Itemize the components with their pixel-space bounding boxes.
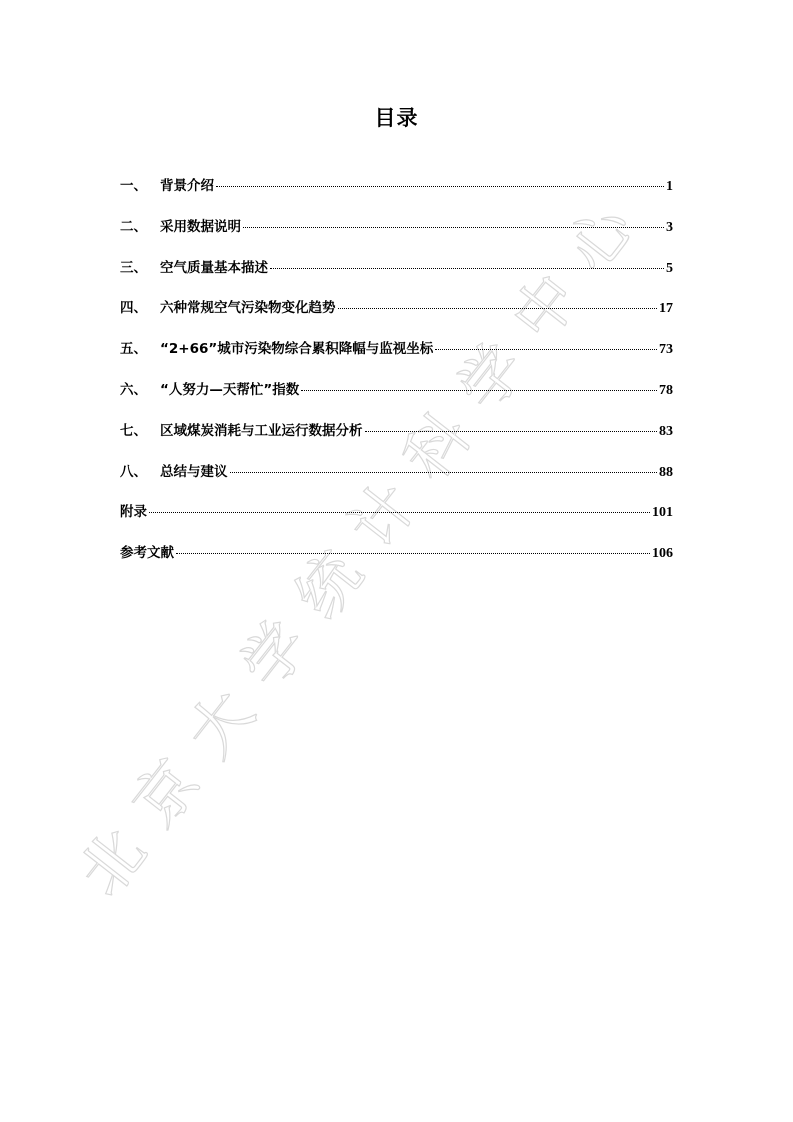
watermark-char: 心 [551, 191, 648, 286]
toc-entry-number: 一、 [120, 178, 147, 194]
toc-entry-label: 空气质量基本描述 [160, 259, 268, 276]
page-title: 目录 [374, 106, 419, 130]
toc-entry-page: 101 [652, 505, 673, 521]
toc-entry[interactable] [120, 337, 673, 378]
dot-leader [270, 268, 664, 269]
toc-entry-label: 总结与建议 [160, 463, 228, 480]
toc-entry-label: “2+66”城市污染物综合累积降幅与监视坐标 [160, 341, 434, 358]
toc-entry-page: 73 [659, 342, 673, 358]
watermark-char: 北 [64, 815, 161, 910]
toc-entry-page: 78 [659, 382, 673, 398]
toc-entry-page: 83 [659, 423, 673, 439]
watermark-char: 学 [226, 607, 323, 702]
toc-entry-number: 六、 [120, 381, 147, 398]
toc-entry-number: 三、 [120, 259, 147, 276]
toc-entry-number: 二、 [120, 218, 147, 235]
toc-entry[interactable] [120, 541, 673, 582]
dot-leader [149, 512, 650, 513]
toc-entry-number: 八、 [120, 463, 147, 480]
toc-entry-number: 四、 [120, 300, 147, 317]
toc-entry-label: 六种常规空气污染物变化趋势 [160, 300, 336, 317]
dot-leader [301, 390, 657, 391]
toc-entry-label: 采用数据说明 [160, 218, 241, 235]
toc-entry-label: 参考文献 [120, 545, 174, 562]
toc-entry-page: 3 [666, 219, 673, 235]
dot-leader [435, 349, 657, 350]
watermark-char: 京 [118, 746, 215, 840]
toc-entry-label: 附录 [120, 504, 147, 521]
toc-entry[interactable] [120, 419, 673, 460]
toc-entry[interactable] [120, 500, 673, 541]
toc-entry[interactable] [120, 174, 673, 215]
toc-entry[interactable] [120, 378, 673, 419]
toc-entry-page: 1 [666, 179, 673, 194]
toc-entry-label: 背景介绍 [160, 178, 214, 194]
watermark-char: 计 [335, 468, 431, 563]
dot-leader [216, 186, 664, 187]
toc-entry-page: 17 [659, 301, 673, 317]
watermark-char: 科 [389, 399, 486, 494]
toc-entry-number: 七、 [120, 422, 147, 439]
table-of-contents [120, 174, 673, 582]
dot-leader [338, 308, 658, 309]
dot-leader [243, 227, 664, 228]
watermark-char: 统 [281, 538, 377, 632]
toc-entry-label: 区域煤炭消耗与工业运行数据分析 [160, 422, 363, 439]
toc-entry-label: “人努力—天帮忙”指数 [160, 381, 300, 398]
toc-entry[interactable] [120, 215, 673, 256]
toc-entry-page: 88 [659, 464, 673, 480]
dot-leader [365, 431, 658, 432]
toc-entry-page: 5 [666, 260, 673, 276]
toc-entry-number: 五、 [120, 341, 147, 358]
dot-leader [230, 472, 658, 473]
watermark-char: 学 [443, 330, 540, 424]
dot-leader [176, 553, 650, 554]
watermark-char: 中 [497, 260, 594, 355]
toc-entry[interactable] [120, 460, 673, 501]
watermark-char: 大 [172, 676, 269, 771]
toc-entry-page: 106 [652, 546, 673, 562]
toc-entry[interactable] [120, 256, 673, 297]
toc-entry[interactable] [120, 296, 673, 337]
